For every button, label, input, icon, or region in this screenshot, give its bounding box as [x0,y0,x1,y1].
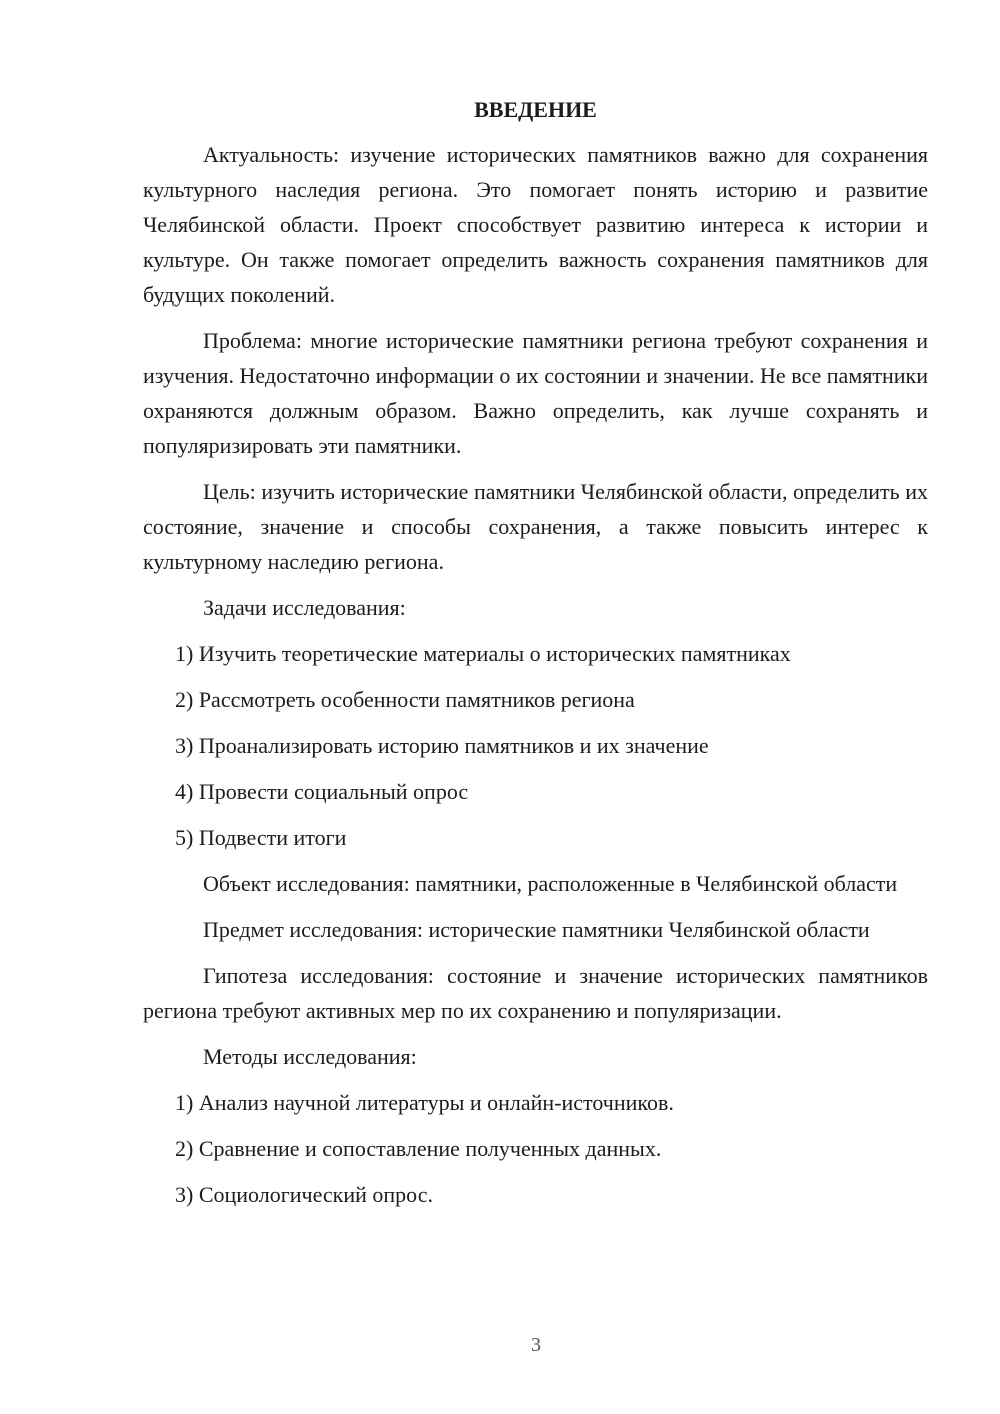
page-title: ВВЕДЕНИЕ [474,97,597,122]
problem-paragraph: Проблема: многие исторические памятники региона требуют сохранения и изучения. Недостаточно информации о их состоянии и значении. Не все памятники охраняются должным образом. Важно определить, как лучше сохранять и популяризировать эти памятники. [143,328,928,458]
list-item: 3) Социологический опрос. [175,1182,433,1207]
list-item: 1) Анализ научной литературы и онлайн-источников. [175,1090,674,1115]
tasks-list [143,636,928,855]
list-item: 1) Изучить теоретические материалы о исторических памятниках [175,641,791,666]
list-item: 2) Сравнение и сопоставление полученных данных. [175,1136,662,1161]
tasks-heading: Задачи исследования: [203,595,406,620]
subject-paragraph: Предмет исследования: исторические памятники Челябинской области [203,917,870,942]
object-paragraph: Объект исследования: памятники, расположенные в Челябинской области [203,871,898,896]
list-item: 3) Проанализировать историю памятников и их значение [175,733,709,758]
goal-paragraph: Цель: изучить исторические памятники Челябинской области, определить их состояние, значение и способы сохранения, а также повысить интерес к культурному наследию региона. [143,479,928,574]
page-content [143,92,928,1223]
list-item: 2) Рассмотреть особенности памятников региона [175,687,635,712]
list-item: 4) Провести социальный опрос [175,779,469,804]
methods-list [143,1085,928,1212]
hypothesis-paragraph: Гипотеза исследования: состояние и значение исторических памятников региона требуют активных мер по их сохранению и популяризации. [143,963,928,1023]
methods-heading: Методы исследования: [203,1044,417,1069]
page-number: 3 [531,1334,541,1356]
list-item: 5) Подвести итоги [175,825,347,850]
relevance-paragraph: Актуальность: изучение исторических памятников важно для сохранения культурного наследия региона. Это помогает понять историю и развитие Челябинской области. Проект способствует развитию интереса к истории и культуре. Он также помогает определить важность сохранения памятников для будущих поколений. [143,142,928,307]
